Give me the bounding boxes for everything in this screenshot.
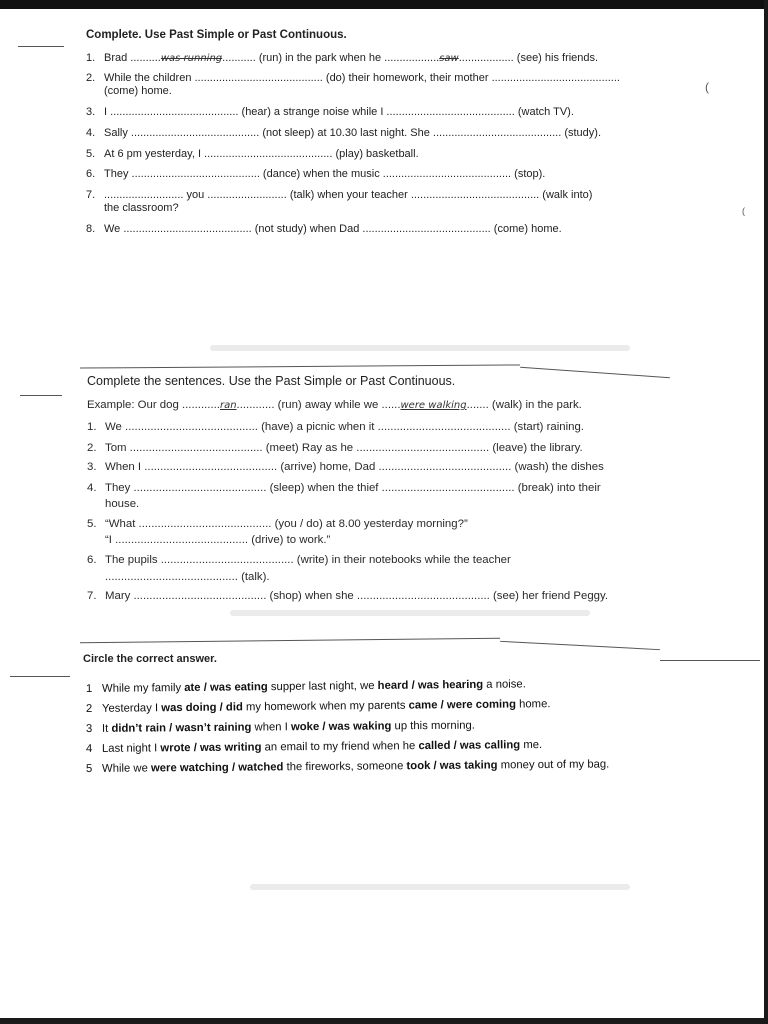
item-number: 4 xyxy=(85,742,93,755)
sentence-text: home. xyxy=(515,698,551,711)
exercise-2-item-5: 5. “What .......................................... (you / do) at 8.00 yesterday morning?” xyxy=(87,518,468,530)
scan-smudge xyxy=(210,345,630,351)
exercise-1-item-5: 5. At 6 pm yesterday, I .......................................... (play) basketball. xyxy=(86,148,419,160)
item-number: 2 xyxy=(85,702,93,715)
sentence-text: a noise. xyxy=(483,678,526,691)
sentence-text: up this morning. xyxy=(391,719,475,733)
sentence-text: Yesterday I xyxy=(101,702,162,715)
cut-line-4 xyxy=(520,367,670,378)
sentence-text: when I xyxy=(251,721,291,734)
exercise-1-item-2: 2. While the children .......................................... (do) their homework, their mother .......................................... xyxy=(86,72,620,84)
answer-choice: called / was calling xyxy=(418,739,521,753)
answer-choice: was doing / did xyxy=(161,701,243,715)
cut-line-2 xyxy=(80,364,520,368)
exercise-1-item-7-cont: the classroom? xyxy=(104,202,179,214)
exercise-3-item-4 xyxy=(86,738,542,756)
scan-smudge xyxy=(230,610,590,616)
cut-line-8 xyxy=(10,676,70,677)
sentence-text: While we xyxy=(101,762,152,775)
handwritten-answer: were walking xyxy=(400,400,467,411)
scan-mark: ( xyxy=(742,206,745,216)
answer-choice: heard / was hearing xyxy=(377,678,484,692)
handwritten-answer: saw xyxy=(439,53,459,64)
cut-line-7 xyxy=(660,660,760,661)
exercise-2-item-4-cont: house. xyxy=(105,498,140,510)
answer-choice: didn’t rain / wasn’t raining xyxy=(111,721,252,735)
exercise-2-item-5-cont: “I .......................................... (drive) to work.” xyxy=(105,534,331,546)
scan-smudge xyxy=(250,884,630,890)
sentence-text: my homework when my parents xyxy=(242,699,409,714)
exercise-3-item-3 xyxy=(86,719,475,736)
answer-choice: woke / was waking xyxy=(290,720,392,734)
sentence-text: the fireworks, someone xyxy=(283,760,407,774)
answer-choice: wrote / was writing xyxy=(160,741,262,755)
exercise-1-item-8: 8. We .......................................... (not study) when Dad .......................................... (come) home. xyxy=(86,223,562,235)
exercise-2-item-6: 6. The pupils .......................................... (write) in their notebooks while the teacher xyxy=(87,554,511,566)
scan-mark: ( xyxy=(705,80,709,94)
handwritten-answer: ran xyxy=(219,400,237,411)
exercise-1-item-1: 1. Brad ..........was running........... (run) in the park when he ..................saw.................. (see) his friends. xyxy=(86,52,599,64)
sentence-text: an email to my friend when he xyxy=(261,740,419,754)
answer-choice: were watching / watched xyxy=(150,761,284,775)
sentence-text: money out of my bag. xyxy=(497,758,610,772)
exercise-1-item-6: 6. They .......................................... (dance) when the music .......................................... (stop). xyxy=(86,168,546,180)
item-number: 5 xyxy=(85,762,93,775)
exercise-1-item-3: 3. I .......................................... (hear) a strange noise while I .......................................... (watch TV). xyxy=(86,106,574,118)
cut-line-6 xyxy=(500,641,660,650)
exercise-2-item-4: 4. They .......................................... (sleep) when the thief .......................................... (break) into their xyxy=(87,482,601,494)
scan-right-edge xyxy=(764,0,768,1024)
exercise-3-title: Circle the correct answer. xyxy=(83,653,217,665)
scan-bottom-edge xyxy=(0,1018,768,1024)
exercise-3-item-1 xyxy=(86,677,526,696)
exercise-1-item-2-cont: (come) home. xyxy=(104,85,172,97)
exercise-1-item-4: 4. Sally .......................................... (not sleep) at 10.30 last night. She .......................................... (study). xyxy=(86,127,602,139)
exercise-3-item-2 xyxy=(86,697,551,716)
handwritten-answer: was running xyxy=(160,53,223,64)
answer-choice: ate / was eating xyxy=(184,681,268,694)
scan-top-edge xyxy=(0,0,768,9)
exercise-2-item-7: 7. Mary .......................................... (shop) when she .......................................... (see) her friend Peggy. xyxy=(87,590,609,602)
sentence-text: supper last night, we xyxy=(267,679,378,694)
exercise-1-title: Complete. Use Past Simple or Past Continuous. xyxy=(86,29,347,41)
answer-choice: came / were coming xyxy=(408,698,517,712)
item-number: 1 xyxy=(85,682,93,695)
sentence-text: me. xyxy=(520,739,543,752)
sentence-text: It xyxy=(101,722,112,735)
cut-line-3 xyxy=(20,395,62,396)
cut-line-1 xyxy=(18,46,64,47)
exercise-2-item-3: 3. When I .......................................... (arrive) home, Dad .......................................... (wash) the dishes xyxy=(87,461,604,473)
answer-choice: took / was taking xyxy=(406,759,498,773)
exercise-1-item-7: 7. .......................... you .......................... (talk) when your teacher .......................................... (walk into) xyxy=(86,189,593,201)
exercise-2-item-6-cont: .......................................... (talk). xyxy=(105,571,270,583)
exercise-2-example: Example: Our dog ............ran............ (run) away while we ......were walking....... (walk) in the park. xyxy=(87,399,582,411)
exercise-3-item-5 xyxy=(86,757,609,776)
sentence-text: While my family xyxy=(101,681,185,695)
exercise-2-item-2: 2. Tom .......................................... (meet) Ray as he .......................................... (leave) the library. xyxy=(87,442,583,454)
cut-line-5 xyxy=(80,638,500,643)
exercise-2-item-1: 1. We .......................................... (have) a picnic when it .......................................... (start) raining. xyxy=(87,421,584,433)
item-number: 3 xyxy=(85,722,93,735)
exercise-2-title: Complete the sentences. Use the Past Simple or Past Continuous. xyxy=(87,374,456,388)
sentence-text: Last night I xyxy=(101,742,161,755)
